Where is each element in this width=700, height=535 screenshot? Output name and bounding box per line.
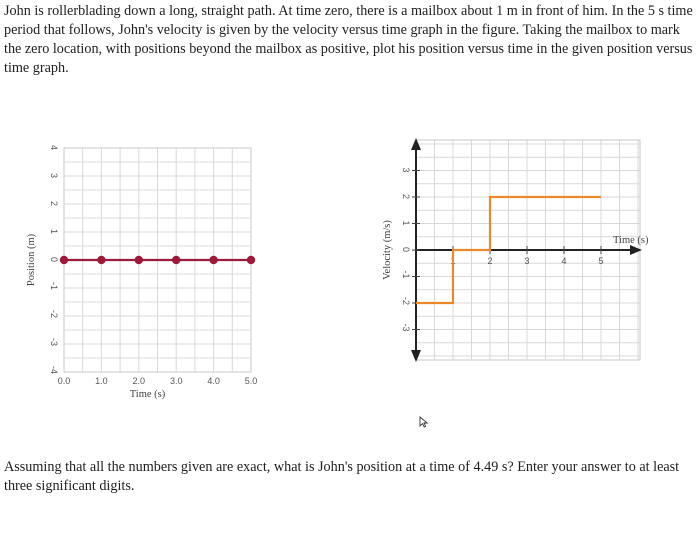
velocity-x-tick-label: 3 bbox=[524, 256, 530, 266]
position-y-tick-label: -2 bbox=[49, 309, 59, 318]
position-x-tick-label: 2.0 bbox=[132, 376, 146, 386]
position-y-tick-label: 1 bbox=[49, 228, 59, 234]
position-y-tick-label: -3 bbox=[49, 337, 59, 346]
position-y-tick-label: -4 bbox=[49, 365, 59, 374]
velocity-x-tick-label: 2 bbox=[487, 256, 493, 266]
velocity-y-tick-label: 1 bbox=[401, 220, 411, 226]
position-y-tick-label: 2 bbox=[49, 200, 59, 206]
velocity-x-tick-label: 5 bbox=[598, 256, 604, 266]
velocity-y-axis-label: Velocity (m/s) bbox=[382, 220, 393, 280]
velocity-x-axis-label: Time (s) bbox=[613, 235, 649, 246]
position-y-axis-label: Position (m) bbox=[26, 233, 37, 287]
position-y-tick-label: 3 bbox=[49, 172, 59, 178]
velocity-y-tick-label: -2 bbox=[401, 296, 411, 305]
position-x-tick-label: 3.0 bbox=[169, 376, 183, 386]
position-y-tick-label: -1 bbox=[49, 281, 59, 290]
position-x-axis-label: Time (s) bbox=[129, 389, 166, 400]
velocity-y-tick-label: 3 bbox=[401, 167, 411, 173]
position-y-tick-label: 0 bbox=[49, 256, 59, 262]
position-x-tick-label: 0.0 bbox=[57, 376, 71, 386]
position-x-tick-label: 1.0 bbox=[95, 376, 108, 386]
position-y-tick-label: 4 bbox=[49, 144, 59, 150]
velocity-y-tick-label: 0 bbox=[401, 246, 411, 252]
position-x-tick-label: 4.0 bbox=[207, 376, 220, 386]
position-x-tick-label: 5.0 bbox=[244, 376, 258, 386]
velocity-y-tick-label: -1 bbox=[401, 270, 411, 279]
velocity-y-tick-label: -3 bbox=[401, 323, 411, 332]
velocity-x-tick-label: 1 bbox=[450, 256, 456, 266]
velocity-x-tick-label: 4 bbox=[561, 256, 567, 266]
velocity-y-tick-label: 2 bbox=[401, 193, 411, 199]
problem-statement: John is rollerblading down a long, straight path. At time zero, there is a mailbox about 1 m in front of him. In the 5 s time period that follows, John's velocity is given by the velocity versus time graph in the figure. Taking the mailbox to mark the zero location, with positions beyond the mailbox as positive, plot his position versus time in the given position versus time graph. bbox=[4, 3, 693, 76]
mouse-pointer-icon bbox=[418, 416, 430, 428]
question-text: Assuming that all the numbers given are exact, what is John's position at a time of 4.49 s? Enter your answer to at least three significant digits. bbox=[4, 459, 680, 494]
